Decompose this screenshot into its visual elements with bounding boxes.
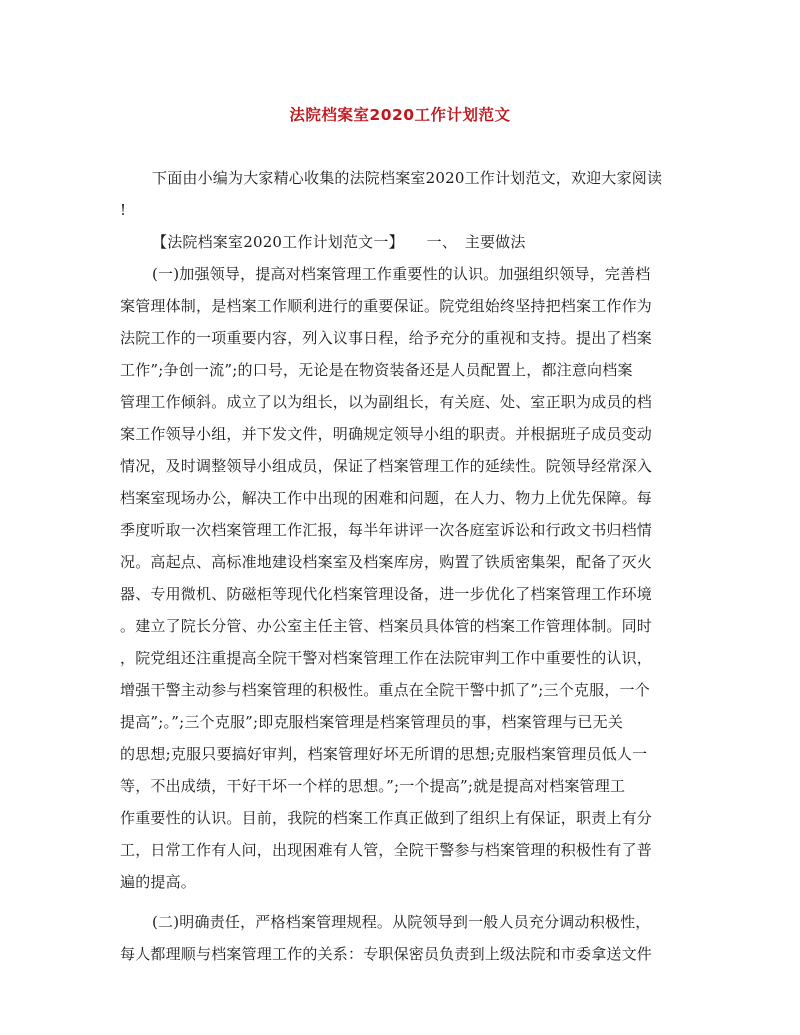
paragraph-line: (一)加强领导，提高对档案管理工作重要性的认识。加强组织领导，完善档 — [152, 265, 651, 283]
document-title: 法院档案室2020工作计划范文 — [289, 106, 511, 124]
section-heading: 【法院档案室2020工作计划范文一】 一、 主要做法 — [152, 233, 526, 251]
paragraph-line: 器、专用微机、防磁柜等现代化档案管理设备，进一步优化了档案管理工作环境 — [120, 585, 653, 603]
paragraph-line: 案管理体制，是档案工作顺利进行的重要保证。院党组始终坚持把档案工作作为 — [120, 297, 653, 315]
paragraph-line: 工作”;争创一流”;的口号，无论是在物资装备还是人员配置上，都注意向档案 — [120, 361, 633, 379]
paragraph-line: 的思想;克服只要搞好审判，档案管理好坏无所谓的思想;克服档案管理员低人一 — [120, 745, 648, 763]
paragraph-line: (二)明确责任，严格档案管理规程。从院领导到一般人员充分调动积极性， — [152, 913, 651, 931]
paragraph-line: 作重要性的认识。目前，我院的档案工作真正做到了组织上有保证，职责上有分 — [120, 809, 653, 827]
paragraph-line: 季度听取一次档案管理工作汇报，每半年讲评一次各庭室诉讼和行政文书归档情 — [120, 521, 653, 539]
paragraph-line: 增强干警主动参与档案管理的积极性。重点在全院干警中抓了”;三个克服，一个 — [120, 681, 650, 699]
paragraph-line: 提高”;。”;三个克服”;即克服档案管理是档案管理员的事，档案管理与已无关 — [120, 713, 624, 731]
paragraph-line: 案工作领导小组，并下发文件，明确规定领导小组的职责。并根据班子成员变动 — [120, 425, 653, 443]
paragraph-line: 况。高起点、高标准地建设档案室及档案库房，购置了铁质密集架，配备了灭火 — [120, 553, 653, 571]
paragraph-line: 工，日常工作有人问，出现困难有人管，全院干警参与档案管理的积极性有了普 — [120, 841, 653, 859]
paragraph-line: 遍的提高。 — [120, 873, 197, 891]
paragraph-line: 每人都理顺与档案管理工作的关系：专职保密员负责到上级法院和市委拿送文件 — [120, 945, 653, 963]
paragraph-line: 等，不出成绩，干好干坏一个样的思想。”;一个提高”;就是提高对档案管理工 — [120, 777, 626, 795]
intro-line: ! — [120, 201, 127, 219]
paragraph-line: 法院工作的一项重要内容，列入议事日程，给予充分的重视和支持。提出了档案 — [120, 329, 653, 347]
paragraph-line: 档案室现场办公，解决工作中出现的困难和问题，在人力、物力上优先保障。每 — [120, 489, 653, 507]
paragraph-line: ，院党组还注重提高全院干警对档案管理工作在法院审判工作中重要性的认识， — [120, 649, 653, 667]
paragraph-line: 管理工作倾斜。成立了以为组长，以为副组长，有关庭、处、室正职为成员的档 — [120, 393, 653, 411]
paragraph-line: 。建立了院长分管、办公室主任主管、档案员具体管的档案工作管理体制。同时 — [120, 617, 653, 635]
intro-line: 下面由小编为大家精心收集的法院档案室2020工作计划范文，欢迎大家阅读 — [152, 169, 663, 187]
paragraph-line: 情况，及时调整领导小组成员，保证了档案管理工作的延续性。院领导经常深入 — [120, 457, 653, 475]
